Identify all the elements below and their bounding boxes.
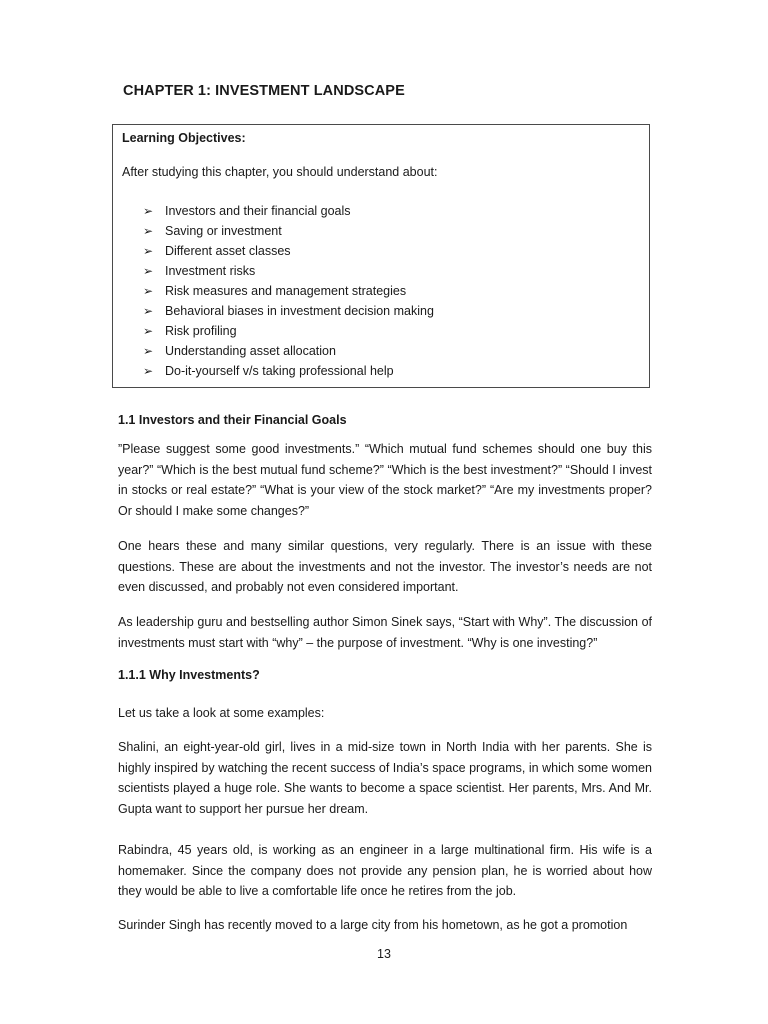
section-heading-1-1: 1.1 Investors and their Financial Goals (118, 413, 347, 427)
objective-item (143, 221, 434, 241)
page-number: 13 (377, 947, 391, 961)
section-heading-1-1-1: 1.1.1 Why Investments? (118, 668, 260, 682)
objective-item (143, 361, 434, 381)
paragraph: As leadership guru and bestselling author Simon Sinek says, “Start with Why”. The discussion of investments must start with “why” – the purpose of investment. “Why is one investing?” (118, 615, 652, 650)
arrow-bullet-icon: ➢ (143, 284, 154, 298)
objective-item-text: Understanding asset allocation (165, 344, 336, 358)
objective-item-text: Different asset classes (165, 244, 291, 258)
learning-objectives-heading: Learning Objectives: (122, 131, 246, 145)
objective-item-text: Investment risks (165, 264, 256, 278)
objective-item (143, 261, 434, 281)
objective-item-text: Saving or investment (165, 224, 282, 238)
objective-item (143, 301, 434, 321)
paragraph: Rabindra, 45 years old, is working as an engineer in a large multinational firm. His wife is a homemaker. Since the company does not provide any pension plan, he is worried about how they would be able to live a comfortable life once he retires from the job. (118, 843, 652, 898)
objective-item (143, 201, 434, 221)
objective-item-text: Do-it-yourself v/s taking professional help (165, 364, 394, 378)
objective-item-text: Investors and their financial goals (165, 204, 351, 218)
paragraph: Let us take a look at some examples: (118, 706, 325, 720)
paragraph: ”Please suggest some good investments.” “Which mutual fund schemes should one buy this year?” “Which is the best mutual fund scheme?” “Which is the best investment?” “Should I invest in stocks or real estate?” “What is your view of the stock market?” “Are my investments proper? Or should I make some changes?” (118, 442, 652, 518)
objective-item (143, 341, 434, 361)
arrow-bullet-icon: ➢ (143, 304, 154, 318)
learning-objectives-list (143, 201, 434, 381)
objective-item (143, 281, 434, 301)
objective-item-text: Risk profiling (165, 324, 237, 338)
arrow-bullet-icon: ➢ (143, 344, 154, 358)
learning-objectives-box (112, 124, 650, 388)
arrow-bullet-icon: ➢ (143, 244, 154, 258)
arrow-bullet-icon: ➢ (143, 364, 154, 378)
paragraph: Surinder Singh has recently moved to a large city from his hometown, as he got a promotion (118, 918, 628, 932)
arrow-bullet-icon: ➢ (143, 324, 154, 338)
paragraph: Shalini, an eight-year-old girl, lives in a mid-size town in North India with her parents. She is highly inspired by watching the recent success of India’s space programs, in which some women scientists played a huge role. She wants to become a space scientist. Her parents, Mrs. And Mr. Gupta want to support her pursue her dream. (118, 740, 652, 816)
paragraph: One hears these and many similar questions, very regularly. There is an issue with these questions. These are about the investments and not the investor. The investor’s needs are not even discussed, and probably not even considered important. (118, 539, 652, 594)
objective-item-text: Behavioral biases in investment decision making (165, 304, 434, 318)
chapter-title: CHAPTER 1: INVESTMENT LANDSCAPE (123, 83, 405, 99)
objective-item (143, 321, 434, 341)
arrow-bullet-icon: ➢ (143, 204, 154, 218)
objective-item (143, 241, 434, 261)
learning-objectives-intro: After studying this chapter, you should understand about: (122, 165, 438, 179)
objective-item-text: Risk measures and management strategies (165, 284, 407, 298)
arrow-bullet-icon: ➢ (143, 264, 154, 278)
arrow-bullet-icon: ➢ (143, 224, 154, 238)
